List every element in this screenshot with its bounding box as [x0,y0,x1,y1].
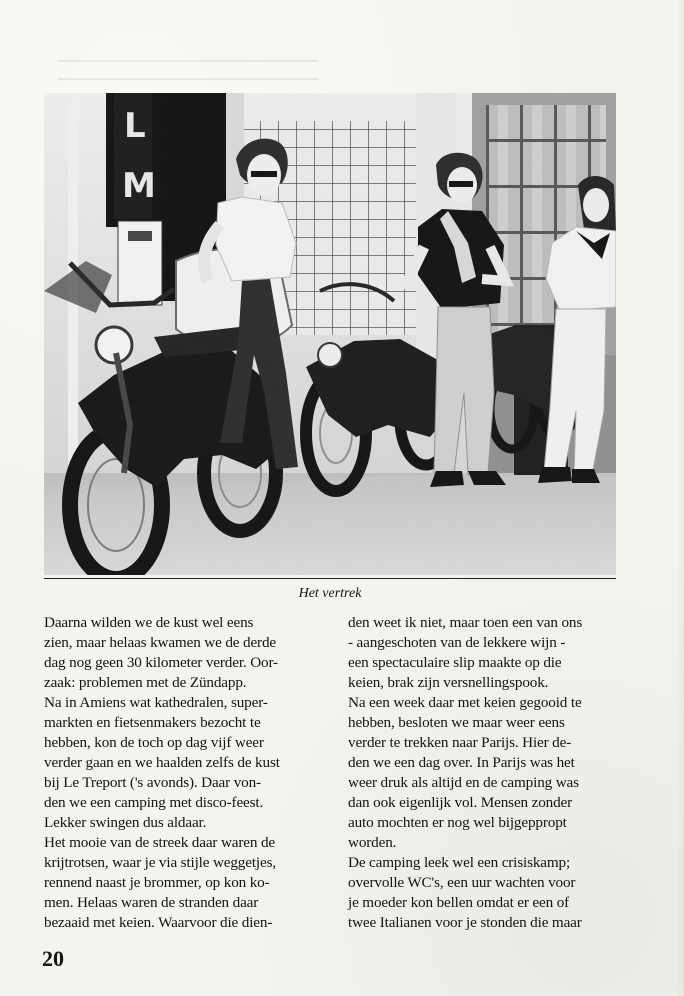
right-line-13: De camping leek wel een crisiskamp; [348,854,571,871]
right-line-7: verder te trekken naar Parijs. Hier de- [348,734,572,751]
right-line-1: den weet ik niet, maar toen een van ons [348,614,583,631]
right-line-5: Na een week daar met keien gegooid te [348,694,582,711]
right-line-15: je moeder kon bellen omdat er een of [348,894,570,911]
left-line-11: Lekker swingen dus aldaar. [44,814,207,831]
left-line-15: men. Helaas waren de stranden daar [44,894,259,911]
left-line-3: dag nog geen 30 kilometer verder. Oor- [44,654,278,671]
left-line-16: bezaaid met keien. Waarvoor die dien- [44,914,273,931]
right-line-6: hebben, besloten we maar weer eens [348,714,565,731]
right-line-4: keien, brak zijn versnellingspook. [348,674,549,691]
right-line-16: twee Italianen voor je stonden die maar [348,914,582,931]
left-line-7: hebben, kon de toch op dag vijf weer [44,734,264,751]
right-line-14: overvolle WC's, een uur wachten voor [348,874,576,891]
right-column-text [348,613,616,933]
archival-photo [44,93,616,575]
body-text-columns [44,613,616,931]
left-line-9: bij Le Treport ('s avonds). Daar von- [44,774,261,791]
left-line-4: zaak: problemen met de Zündapp. [44,674,247,691]
left-line-13: krijtrotsen, waar je via stijle weggetjes, [44,854,276,871]
left-line-5: Na in Amiens wat kathedralen, super- [44,694,268,711]
photo-departure-scene [44,93,616,575]
left-line-10: den we een camping met disco-feest. [44,794,264,811]
right-line-12: worden. [348,834,397,851]
page-number: 20 [42,946,64,971]
photo-grain [44,93,616,575]
photo-caption: Het vertrek [298,586,362,601]
left-line-8: verder gaan en we haalden zelfs de kust [44,754,280,771]
left-line-12: Het mooie van de streek daar waren de [44,834,276,851]
left-line-2: zien, maar helaas kwamen we de derde [44,634,276,651]
right-line-8: den we een dag over. In Parijs was het [348,754,575,771]
left-line-14: rennend naast je brommer, op kon ko- [44,874,270,891]
right-line-10: dan ook eigenlijk vol. Mensen zonder [348,794,573,811]
left-column-text [44,613,311,933]
right-line-2: - aangeschoten van de lekkere wijn - [348,634,566,651]
left-line-6: markten en fietsenmakers bezocht te [44,714,261,731]
scan-edge-shadow [676,0,684,996]
left-line-1: Daarna wilden we de kust wel eens [44,614,254,631]
right-line-3: een spectaculaire slip maakte op die [348,654,562,671]
right-line-11: auto mochten er nog wel bijgeppropt [348,814,567,831]
caption-separator [44,578,616,579]
right-line-9: weer druk als altijd en de camping was [348,774,579,791]
